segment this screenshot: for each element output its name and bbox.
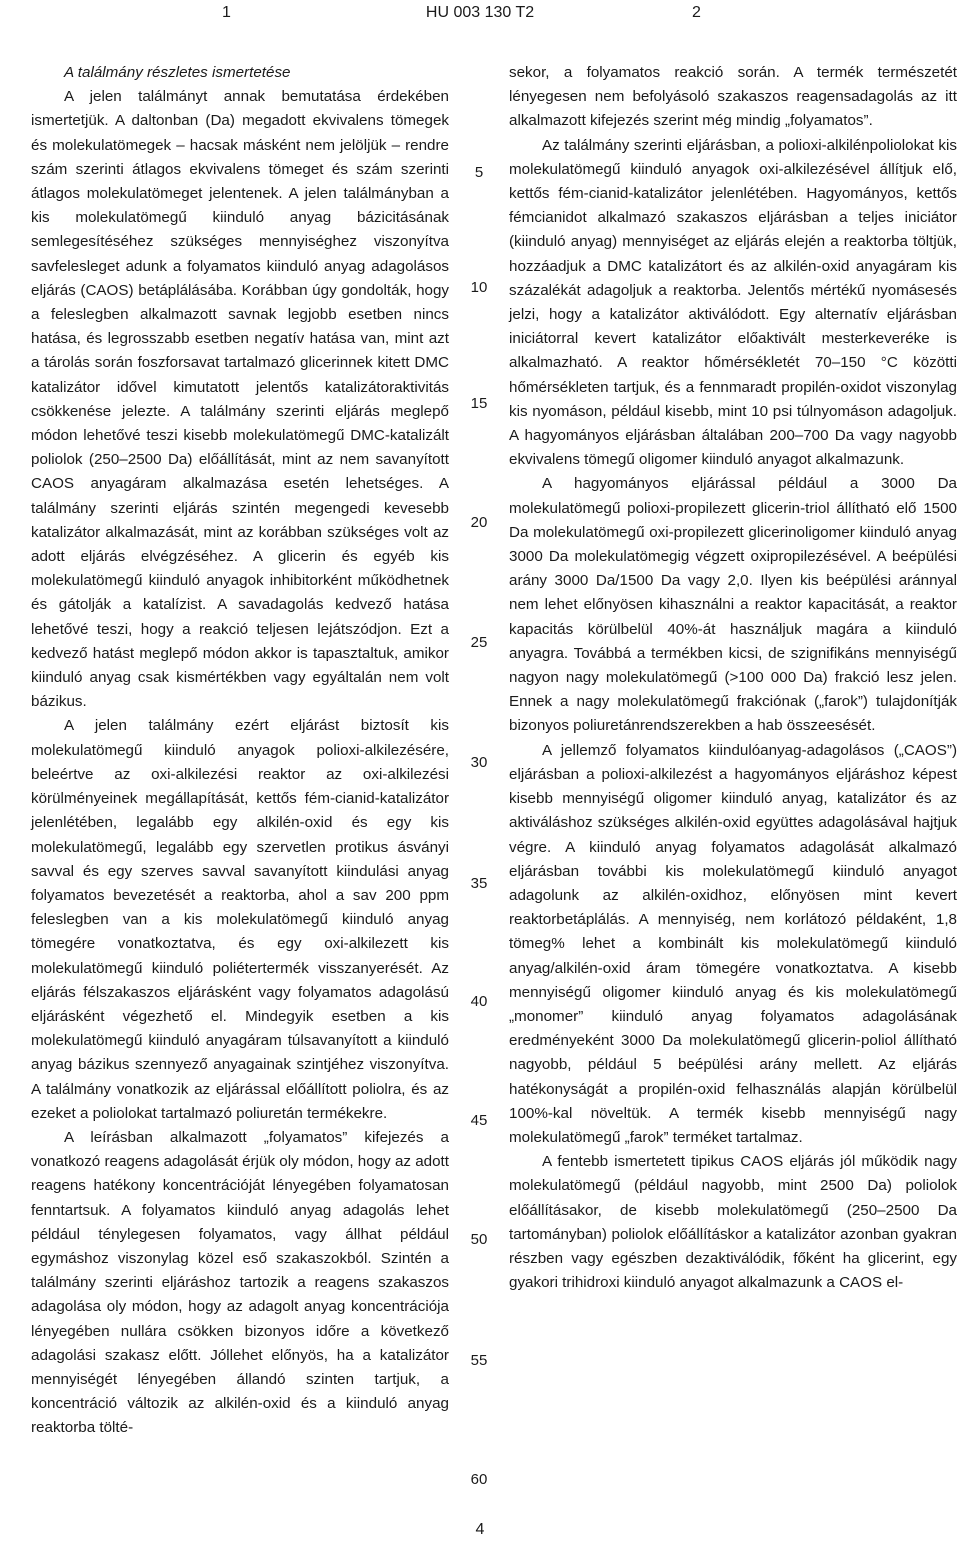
line-number: 45 <box>470 1112 488 1129</box>
paragraph: A jellemző folyamatos kiindulóanyag-adagolásos („CAOS”) eljárásban a polioxi-alkilezést a hagyományos eljáráshoz képest kisebb mennyiségű oligomer kiinduló anyag, katalizátor és az aktiváláshoz szükséges alkilén-oxid együttes adagolásával hajtjuk végre. A kiinduló anyag folyamatos adagolását alkalmazó eljárásban további kis molekulatömegű kiinduló anyagot adagolunk az alkilén-oxidhoz, előnyösen mint kevert reaktorbetáplálás. A mennyiség, nem korlátozó példaként, 1,8 tömeg% lehet a kombinált kis molekulatömegű kiinduló anyag/alkilén-oxid áram tömegére vonatkoztatva. A kisebb mennyiségű oligomer kiinduló anyag és kis molekulatömegű „monomer” kiinduló anyag folyamatos adagolásának eredményeként 3000 Da molekulatömegű glicerin-poliol állítható nagyobb, például 5 beépülési arány mellett. Az eljárás hatékonyságát a propilén-oxid felhasználás alapján körülbelül 100%-kal növeltük. A termék kisebb mennyiségű nagy molekulatömegű „farok” terméket tartalmaz. <box>509 741 957 1146</box>
paragraph: Az találmány szerinti eljárásban, a polioxi-alkilénpoliolokat kis molekulatömegű kiinduló anyagok oxi-alkilezésével állítjuk elő, kettős fém-cianid-katalizátor jelenlétében. Hagyományos, kettős fémcianidot alkalmazó szakaszos eljárásban a teljes iniciátor (kiinduló anyag) mennyiséget az eljárás elején a reaktorba töltjük, hozzáadjuk a DMC katalizátort és az alkilén-oxid anyagáram kis százalékát adagoljuk a reaktorba. Jelentős mértékű nyomásesés jelzi, hogy a katalizátor aktiválódott. Egy alternatív eljárásban iniciátorral kevert katalizátor előaktivált mesterkeveréke is alkalmazható. A reaktor hőmérsékletét 70–150 °C közötti hőmérsékleten tartjuk, és a fennmaradt propilén-oxidot viszonylag kis nyomáson, például kisebb, mint 10 psi túlnyomáson adagoljuk. A hagyományos eljárásban általában 200–700 Da vagy nagyobb ekvivalens tömegű oligomer kiinduló anyagot alkalmazunk. <box>509 136 957 469</box>
paragraph: A jelen találmányt annak bemutatása érdekében ismertetjük. A daltonban (Da) megadott ekvivalens tömegek és molekulatömegek – hacsak másként nem jelöljük – rendre szám szerinti átlagos ekvivalens tömeget és szám szerinti átlagos molekulatömeget jelentenek. A jelen találmányban a kis molekulatömegű kiinduló anyag bázicitásának semlegesítéséhez szükséges mennyiséghez viszonyítva savfelesleget adunk a folyamatos kiinduló anyag adagolásos eljárás (CAOS) betáplálásába. Korábban úgy gondolták, hogy a feleslegben alkalmazott savnak legjobb esetben nincs hatása, és legrosszabb esetben negatív hatása van, mint azt a tárolás során foszforsavat tartalmazó glicerinnek kitett DMC katalizátor idővel kimutatott jelentős katalizátoraktivitás csökkenése jelezte. A találmány szerinti eljárás meglepő módon lehetővé teszi kisebb molekulatömegű DMC-katalizált poliolok (250–2500 Da) előállítását, mint az nem savanyított CAOS anyagáram alkalmazása esetén lehetséges. A találmány szerinti eljárás szintén megengedi kevesebb katalizátor alkalmazását, mint az korábban szükséges volt az adott eljárás elvégzéséhez. A glicerin és egyéb kis molekulatömegű kiinduló anyagok inhibitorként működhetnek és gátolják a katalízist. A savadagolás kedvező hatása lehetővé teszi, hogy a reakció teljesen lejátszódjon. Ezt a kedvező hatást meglepő módon akkor is tapasztaltuk, amikor kiinduló anyag csak kismértékben vagy egyáltalán nem volt bázikus. <box>31 88 449 711</box>
line-number: 20 <box>470 514 488 531</box>
line-number: 50 <box>470 1231 488 1248</box>
line-number: 10 <box>470 279 488 296</box>
page-footer-number: 4 <box>475 1521 485 1538</box>
paragraph: A hagyományos eljárással például a 3000 Da molekulatömegű polioxi-propilezett glicerin-triol állítható elő 1500 Da molekulatömegű oxi-propilezett glicerinoligomer kiinduló anyag 3000 Da molekulatömegig végzett oxipropilezésével. A beépülési arány 3000 Da/1500 Da vagy 2,0. Ilyen kis beépülési aránnyal nem lehet előnyösen kihasználni a reaktor kapacitását, a reaktor kapacitás körülbelül 40%-át használjuk magára a kiinduló anyagra. Továbbá a termékben kicsi, de szignifikáns mennyiségű nagyon nagy molekulatömegű (>100 000 Da) frakció lesz jelen. Ennek a nagy molekulatömegű frakciónak („farok”) tulajdonítják bizonyos poliuretánrendszerekben a hab összeesését. <box>509 475 957 735</box>
page-header <box>0 0 960 30</box>
line-number: 30 <box>470 754 488 771</box>
left-column <box>31 61 449 1441</box>
right-column <box>509 61 957 1295</box>
line-number: 60 <box>470 1471 488 1488</box>
paragraph: A fentebb ismertetett tipikus CAOS eljárás jól működik nagy molekulatömegű (például nagyobb, mint 2500 Da) poliolok előállításakor, de kisebb molekulatömegű (250–2500 Da tartományban) poliolok előállításkor a katalizátor azonban gyakran részben vagy egészben dezaktiválódik, főként ha glicerint, egy gyakori trihidroxi kiinduló anyagot alkalmazunk a CAOS el- <box>509 1153 957 1292</box>
line-number: 35 <box>470 875 488 892</box>
paragraph: sekor, a folyamatos reakció során. A termék természetét lényegesen nem befolyásoló szakaszos reagensadagolás az itt alkalmazott kifejezés szerint még mindig „folyamatos”. <box>509 64 957 130</box>
line-number: 40 <box>470 993 488 1010</box>
header-document-id: HU 003 130 T2 <box>425 4 535 21</box>
paragraph: A leírásban alkalmazott „folyamatos” kifejezés a vonatkozó reagens adagolását érjük oly módon, hogy az adott reagens hatékony koncentrációját lényegében folyamatosan fenntartsuk. A folyamatos kiinduló anyag adagolás lehet például ténylegesen folyamatos, vagy állhat például egymáshoz viszonylag közel eső szakaszokból. Szintén a találmány szerinti eljáráshoz tartozik a reagens szakaszos adagolása oly módon, hogy az adagolt anyag koncentrációja lényegében nullára csökken bizonyos időre a következő adagolási szakasz előtt. Jóllehet előnyös, ha a katalizátor mennyiségét lényegében állandó szinten tartjuk, a koncentráció változik az alkilén-oxid és a kiinduló anyag reaktorba tölté- <box>31 1128 449 1437</box>
header-left-page-number: 1 <box>222 4 231 21</box>
line-number: 25 <box>470 634 488 651</box>
line-number: 15 <box>470 395 488 412</box>
line-number: 5 <box>474 164 484 181</box>
line-number: 55 <box>470 1352 488 1369</box>
section-title: A találmány részletes ismertetése <box>64 64 291 81</box>
header-right-page-number: 2 <box>692 4 701 21</box>
paragraph: A jelen találmány ezért eljárást biztosít kis molekulatömegű kiinduló anyagok polioxi-alkilezésére, beleértve az oxi-alkilezési reaktor az oxi-alkilezési körülményeinek megállapítását, kettős fém-cianid-katalizátor jelenlétében, legalább egy alkilén-oxid és egy kis molekulatömegű, legalább egy szervetlen protikus ásványi savval és egy szerves savval savanyított kiindulási anyag folyamatos bevezetését a reaktorba, ahol a sav 200 ppm feleslegben van a kis molekulatömegű kiinduló anyag tömegére vonatkoztatva, és egy oxi-alkilezett kis molekulatömegű kiinduló poliétertermék visszanyerését. Az eljárás félszakaszos eljárásként vagy folyamatos adagolású eljárásként végezhető el. Mindegyik esetben a kis molekulatömegű kiinduló anyagáram túlsavanyított a kiinduló anyag bázikus szennyező anyagainak szintjéhez viszonyítva. A találmány vonatkozik az eljárással előállított poliolra, és az ezeket a poliolokat tartalmazó poliuretán termékekre. <box>31 717 449 1122</box>
